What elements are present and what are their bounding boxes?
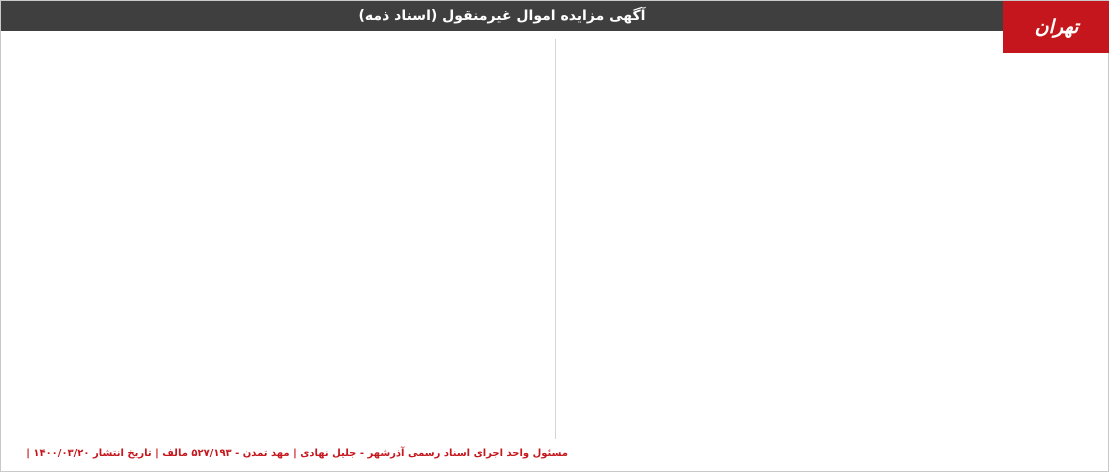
ad-footer: مسئول واحد اجرای اسناد رسمی آذرشهر - جلیل نهادی | مهد تمدن - ۵۲۷/۱۹۳ مالف | تاریخ انتشار ۱۴۰۰/۰۳/۲۰ | (26, 448, 568, 459)
ad-body (9, 39, 1100, 439)
right-column (9, 39, 541, 439)
column-divider (555, 39, 556, 439)
left-column (570, 39, 1100, 439)
ad-title: آگهی مزایده اموال غیرمنقول (اسناد ذمه) (1, 1, 1003, 31)
newspaper-logo: تهران (1003, 1, 1109, 53)
